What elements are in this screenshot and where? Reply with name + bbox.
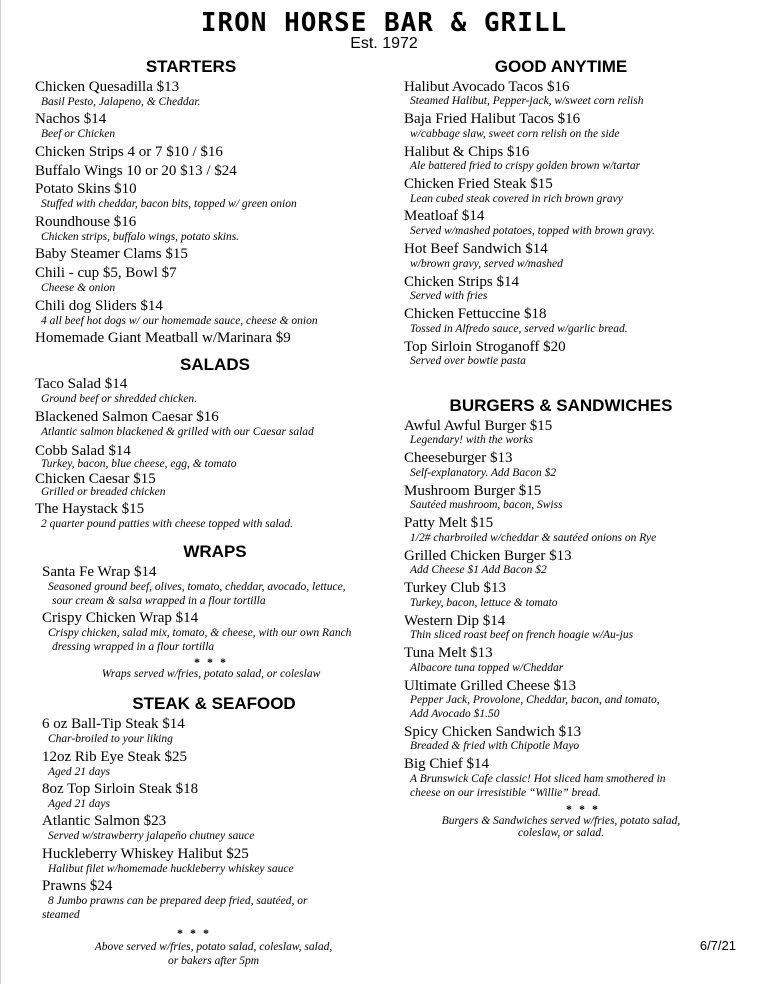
menu-item: Big Chief $14: [404, 756, 489, 772]
menu-item-desc: Served with fries: [410, 290, 488, 302]
menu-item: Atlantic Salmon $23: [42, 813, 167, 829]
menu-item: Halibut Avocado Tacos $16: [404, 79, 570, 95]
menu-item: Ultimate Grilled Cheese $13: [404, 678, 577, 694]
menu-item-desc: Breaded & fried with Chipotle Mayo: [410, 740, 580, 752]
menu-item: Nachos $14: [35, 111, 107, 127]
menu-item: Grilled Chicken Burger $13: [404, 548, 572, 564]
divider-stars: * * *: [177, 926, 211, 940]
menu-date: 6/7/21: [699, 938, 736, 953]
menu-item-desc: Self-explanatory. Add Bacon $2: [410, 467, 557, 479]
menu-item-desc: Albacore tuna topped w/Cheddar: [410, 662, 564, 674]
divider-stars: * * *: [194, 655, 228, 669]
menu-item: 12oz Rib Eye Steak $25: [42, 749, 187, 765]
menu-item: Chili - cup $5, Bowl $7: [35, 265, 177, 281]
divider-stars: * * *: [566, 802, 600, 816]
menu-item: Taco Salad $14: [35, 376, 128, 392]
menu-item: Top Sirloin Stroganoff $20: [404, 339, 566, 355]
menu-item: Chili dog Sliders $14: [35, 298, 163, 314]
menu-item: The Haystack $15: [35, 501, 145, 517]
section-title-good-anytime: GOOD ANYTIME: [494, 57, 628, 76]
section-title-burgers-sandwiches: BURGERS & SANDWICHES: [449, 396, 673, 415]
menu-item-desc: Atlantic salmon blackened & grilled with our Caesar salad: [41, 426, 314, 438]
established-year: Est. 1972: [350, 35, 418, 52]
menu-item-desc: Aged 21 days: [48, 798, 110, 810]
menu-item-desc: 8 Jumbo prawns can be prepared deep fried, sautéed, or: [48, 895, 308, 907]
menu-item-desc: Steamed Halibut, Pepper-jack, w/sweet corn relish: [410, 95, 644, 107]
menu-item-desc: Beef or Chicken: [41, 128, 116, 140]
menu-item: Baby Steamer Clams $15: [35, 246, 188, 262]
menu-item-desc: steamed: [42, 909, 80, 921]
menu-item-desc: Turkey, bacon, lettuce & tomato: [410, 597, 558, 609]
menu-item: Meatloaf $14: [404, 208, 485, 224]
menu-item-desc: Served w/strawberry jalapeño chutney sauce: [48, 830, 255, 842]
menu-item: Chicken Strips 4 or 7 $10 / $16: [35, 144, 223, 160]
menu-item: Spicy Chicken Sandwich $13: [404, 724, 582, 740]
menu-item: Western Dip $14: [404, 613, 506, 629]
menu-item: Hot Beef Sandwich $14: [404, 241, 548, 257]
menu-item-desc: w/cabbage slaw, sweet corn relish on the side: [410, 128, 620, 140]
menu-item-desc: Stuffed with cheddar, bacon bits, topped w/ green onion: [41, 198, 297, 210]
menu-item-desc: Ale battered fried to crispy golden brown w/tartar: [410, 160, 641, 172]
section-note: Above served w/fries, potato salad, coleslaw, salad,: [94, 941, 333, 953]
menu-item-desc: Char-broiled to your liking: [48, 733, 173, 745]
section-note: Wraps served w/fries, potato salad, or coleslaw: [101, 668, 321, 680]
section-title-starters: STARTERS: [145, 57, 237, 76]
menu-item-desc: Add Cheese $1 Add Bacon $2: [410, 564, 547, 576]
menu-item: Tuna Melt $13: [404, 645, 493, 661]
menu-item: Chicken Caesar $15: [35, 471, 156, 487]
menu-item: Patty Melt $15: [404, 515, 494, 531]
menu-item-desc: 1/2# charbroiled w/cheddar & sautéed onions on Rye: [410, 532, 657, 544]
menu-item: Chicken Fried Steak $15: [404, 176, 553, 192]
section-title-wraps: WRAPS: [183, 542, 247, 561]
menu-item: Chicken Fettuccine $18: [404, 306, 547, 322]
menu-item-desc: w/brown gravy, served w/mashed: [410, 258, 563, 270]
menu-item: Cobb Salad $14: [35, 443, 131, 459]
menu-item: Buffalo Wings 10 or 20 $13 / $24: [35, 163, 237, 179]
menu-item-desc: sour cream & salsa wrapped in a flour tortilla: [52, 595, 266, 607]
menu-item-desc: Legendary! with the works: [410, 434, 533, 446]
menu-item-desc: cheese on our irresistible “Willie” bread.: [410, 787, 601, 799]
menu-item-desc: Thin sliced roast beef on french hoagie w/Au-jus: [410, 629, 634, 641]
menu-item-desc: Aged 21 days: [48, 766, 110, 778]
menu-item-desc: Grilled or breaded chicken: [41, 486, 166, 498]
menu-item: Chicken Quesadilla $13: [35, 79, 180, 95]
section-title-steak-seafood: STEAK & SEAFOOD: [132, 694, 296, 713]
menu-item-desc: Add Avocado $1.50: [410, 708, 500, 720]
menu-item-desc: Cheese & onion: [41, 282, 116, 294]
menu-item-desc: Lean cubed steak covered in rich brown gravy: [410, 193, 623, 205]
menu-item-desc: Tossed in Alfredo sauce, served w/garlic bread.: [410, 323, 628, 335]
menu-item: Awful Awful Burger $15: [404, 418, 553, 434]
menu-item-desc: 4 all beef hot dogs w/ our homemade sauce, cheese & onion: [41, 315, 318, 327]
menu-item: Baja Fried Halibut Tacos $16: [404, 111, 581, 127]
menu-item-desc: Chicken strips, buffalo wings, potato skins.: [41, 231, 240, 243]
menu-item-desc: Seasoned ground beef, olives, tomato, cheddar, avocado, lettuce,: [48, 581, 346, 593]
menu-item: Homemade Giant Meatball w/Marinara $9: [35, 330, 291, 346]
menu-item-desc: A Brunswick Cafe classic! Hot sliced ham smothered in: [410, 773, 666, 785]
menu-item: Potato Skins $10: [35, 181, 137, 197]
menu-item: Mushroom Burger $15: [404, 483, 542, 499]
menu-item-desc: Served w/mashed potatoes, topped with brown gravy.: [410, 225, 655, 237]
menu-item: Santa Fe Wrap $14: [42, 564, 157, 580]
menu-item-desc: Halibut filet w/homemade huckleberry whiskey sauce: [48, 863, 294, 875]
menu-item: Blackened Salmon Caesar $16: [35, 409, 219, 425]
menu-item: Huckleberry Whiskey Halibut $25: [42, 846, 249, 862]
section-note: Burgers & Sandwiches served w/fries, potato salad,: [441, 815, 681, 827]
menu-item-desc: dressing wrapped in a flour tortilla: [52, 641, 215, 653]
menu-item-desc: Crispy chicken, salad mix, tomato, & cheese, with our own Ranch: [48, 627, 352, 639]
menu-item-desc: Turkey, bacon, blue cheese, egg, & tomato: [41, 458, 237, 470]
menu-item-desc: Ground beef or shredded chicken.: [41, 393, 197, 405]
section-title-salads: SALADS: [180, 355, 250, 374]
menu-item: Chicken Strips $14: [404, 274, 519, 290]
menu-item-desc: Sautéed mushroom, bacon, Swiss: [410, 499, 563, 511]
restaurant-title: IRON HORSE BAR & GRILL: [200, 8, 568, 38]
section-note: or bakers after 5pm: [167, 955, 260, 967]
menu-item: Crispy Chicken Wrap $14: [42, 610, 199, 626]
menu-item: Turkey Club $13: [404, 580, 506, 596]
menu-item-desc: Basil Pesto, Jalapeno, & Cheddar.: [41, 96, 201, 108]
menu-item: Roundhouse $16: [35, 214, 137, 230]
menu-item: Halibut & Chips $16: [404, 144, 530, 160]
menu-item: 6 oz Ball-Tip Steak $14: [42, 716, 185, 732]
menu-item-desc: Pepper Jack, Provolone, Cheddar, bacon, and tomato,: [410, 694, 660, 706]
menu-item: 8oz Top Sirloin Steak $18: [42, 781, 199, 797]
section-note: coleslaw, or salad.: [517, 827, 605, 839]
menu-item: Cheeseburger $13: [404, 450, 513, 466]
menu-item-desc: Served over bowtie pasta: [410, 355, 526, 367]
menu-item-desc: 2 quarter pound patties with cheese topped with salad.: [41, 518, 294, 530]
menu-item: Prawns $24: [42, 878, 113, 894]
